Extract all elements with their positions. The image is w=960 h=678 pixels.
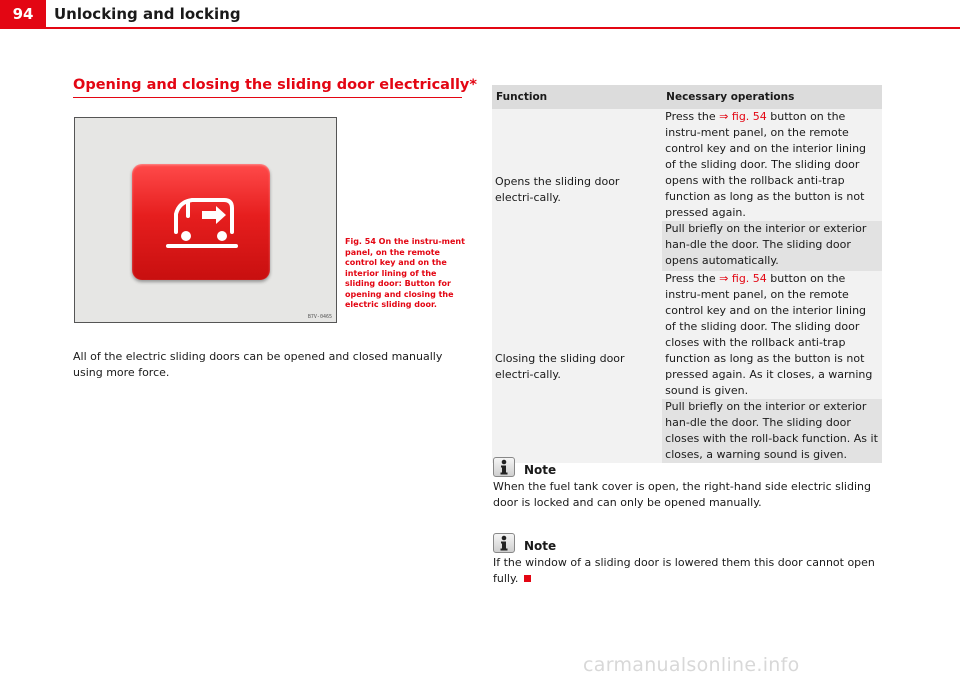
operation-cell (662, 271, 882, 399)
operation-text: button on the instru-ment panel, on the remote control key and on the interior lining of the sliding door. The sliding door closes with the rollback anti-trap function as long as the button is not pressed again. As it closes, a warning sound is given. (665, 272, 873, 397)
van-sliding-door-icon (132, 164, 270, 280)
info-icon (493, 457, 515, 477)
table-header-operations: Necessary operations (662, 85, 882, 109)
running-title: Unlocking and locking (54, 5, 241, 23)
table-row (492, 271, 882, 399)
body-paragraph: All of the electric sliding doors can be opened and closed manually using more force. (73, 350, 443, 379)
watermark: carmanualsonline.info (583, 654, 800, 676)
note-text (493, 555, 883, 587)
function-cell: Closing the sliding door electri-cally. (492, 271, 662, 463)
section-rule (73, 97, 462, 98)
figure-reference-link[interactable]: ⇒ fig. 54 (719, 272, 767, 285)
section-title: Opening and closing the sliding door electrically* (73, 77, 477, 93)
operation-cell (662, 109, 882, 221)
end-of-section-marker (524, 575, 531, 582)
operation-text: Press the (665, 272, 720, 285)
figure-reference-link[interactable]: ⇒ fig. 54 (719, 110, 767, 123)
table-header-function: Function (492, 85, 662, 109)
header-rule (0, 27, 960, 29)
figure-caption: Fig. 54 On the instru-ment panel, on the remote control key and on the interior lining of the sliding door: Button for opening and closing the electric sliding door. (345, 237, 465, 309)
operation-text: button on the instru-ment panel, on the remote control key and on the interior lining of the sliding door. The sliding door opens with the rollback anti-trap function as long as the button is not pressed again. (665, 110, 867, 219)
operations-table (492, 85, 882, 463)
note-block (493, 531, 883, 587)
page-number: 94 (0, 0, 46, 27)
note-text: When the fuel tank cover is open, the right-hand side electric sliding door is locked and can only be opened manually. (493, 480, 871, 509)
function-cell: Opens the sliding door electri-cally. (492, 109, 662, 271)
operation-cell: Pull briefly on the interior or exterior han-dle the door. The sliding door closes with the roll-back function. As it closes, a warning sound is given. (662, 399, 882, 463)
note-label: Note (524, 539, 557, 553)
note-block (493, 455, 883, 511)
table-header-row (492, 85, 882, 109)
page-header (0, 0, 960, 28)
figure-code: B7V-0465 (307, 314, 332, 320)
note-text-content: If the window of a sliding door is lowered them this door cannot open fully. (493, 556, 875, 585)
operation-text: Press the (665, 110, 720, 123)
table-row (492, 109, 882, 221)
operation-cell: Pull briefly on the interior or exterior han-dle the door. The sliding door opens automatically. (662, 221, 882, 271)
info-icon (493, 533, 515, 553)
figure-image (74, 117, 337, 323)
note-label: Note (524, 463, 557, 477)
sliding-door-button (132, 164, 270, 280)
